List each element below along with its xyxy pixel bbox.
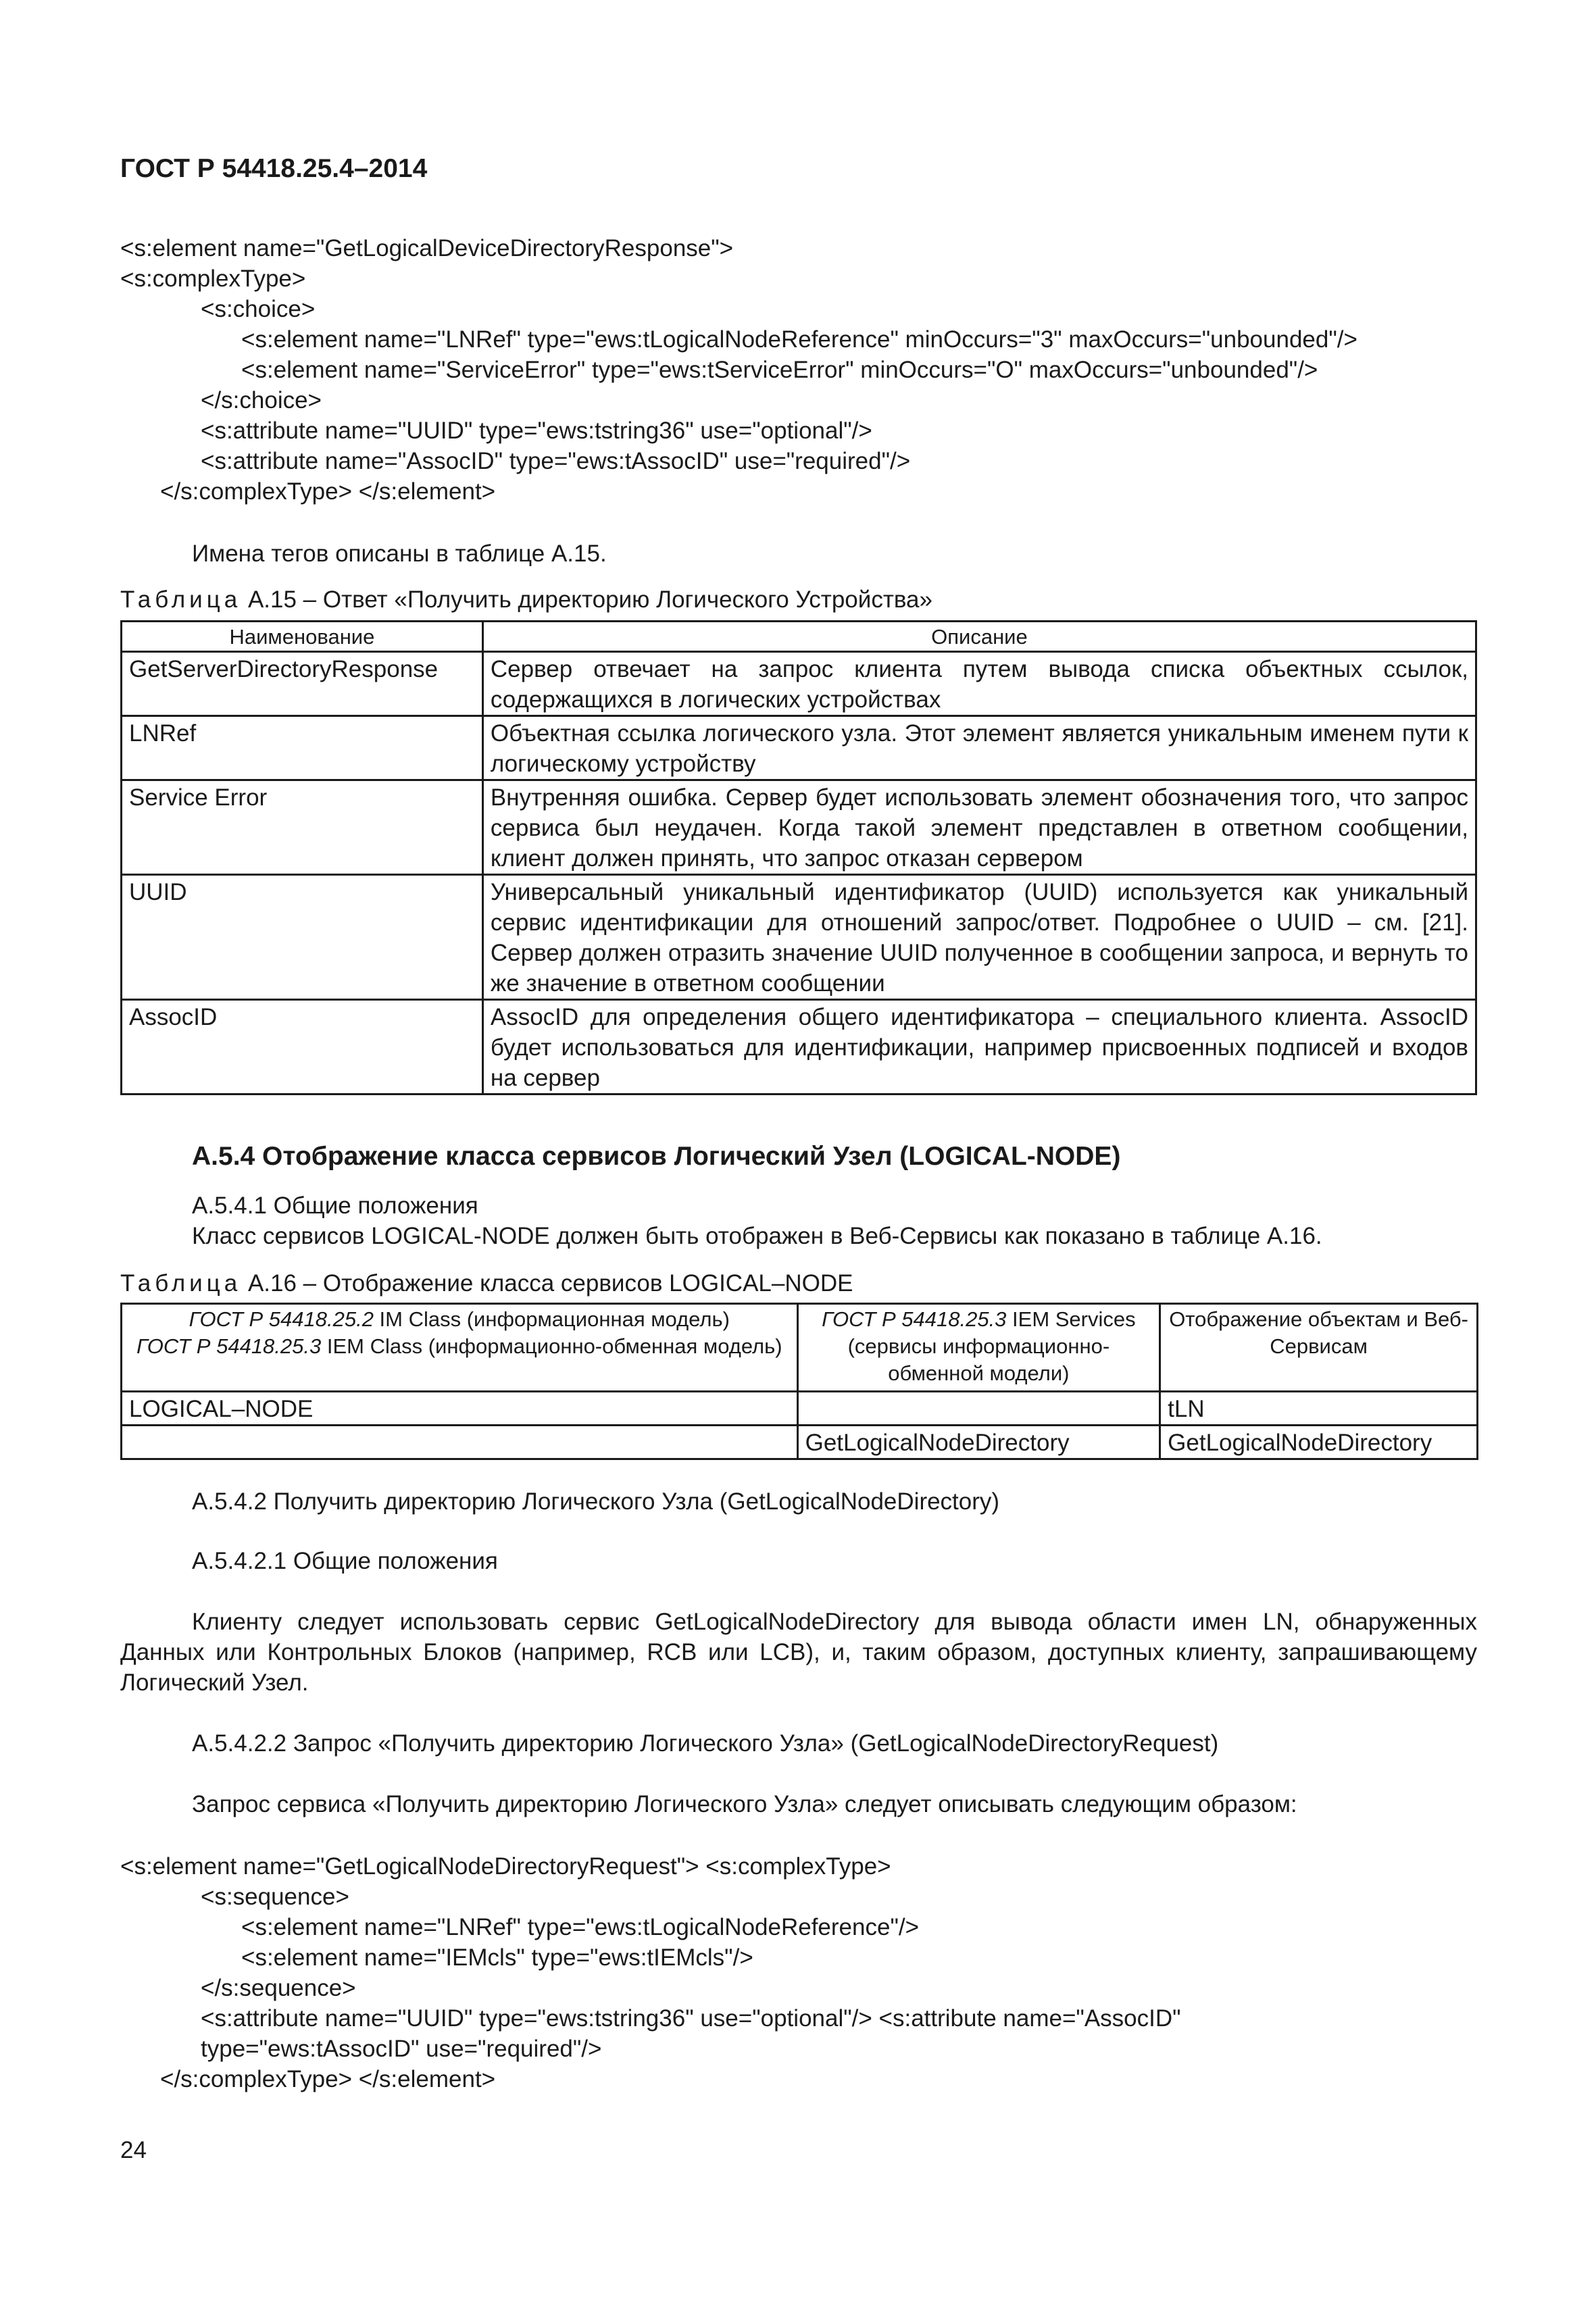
code-line: <s:element name="GetLogicalNodeDirectoryRequest"> <s:complexType> <box>120 1853 891 1880</box>
caption-text: А.16 – Отображение класса сервисов LOGICAL–NODE <box>241 1270 853 1297</box>
caption-prefix: Таблица <box>120 1270 242 1297</box>
document-header: ГОСТ Р 54418.25.4–2014 <box>120 154 428 183</box>
column-header-mapping: Отображение объектам и Веб-Сервисам <box>1160 1304 1478 1392</box>
column-header-im-class <box>122 1304 798 1392</box>
cell-class: LOGICAL–NODE <box>122 1392 798 1426</box>
page-number: 24 <box>120 2137 147 2163</box>
subsection-a541: А.5.4.1 Общие положения <box>192 1192 478 1219</box>
cell-mapping: tLN <box>1160 1392 1478 1426</box>
cell-name: Service Error <box>122 780 483 875</box>
table-header-row <box>122 622 1476 652</box>
cell-name: UUID <box>122 875 483 1000</box>
cell-class <box>122 1426 798 1459</box>
paragraph-tags: Имена тегов описаны в таблице А.15. <box>192 540 607 567</box>
subsection-a5422: А.5.4.2.2 Запрос «Получить директорию Логического Узла» (GetLogicalNodeDirectoryRequest) <box>192 1730 1219 1757</box>
column-header-iem-services <box>797 1304 1160 1392</box>
subsection-a542: А.5.4.2 Получить директорию Логического Узла (GetLogicalNodeDirectory) <box>192 1488 1000 1515</box>
table-row <box>122 780 1476 875</box>
subsection-a5421: А.5.4.2.1 Общие положения <box>192 1548 498 1574</box>
header-text: IM Class (информационная модель) <box>373 1307 730 1331</box>
table-row <box>122 716 1476 780</box>
code-line: </s:complexType> </s:element> <box>160 478 496 505</box>
paragraph-request: Запрос сервиса «Получить директорию Логического Узла» следует описывать следующим образом: <box>192 1791 1297 1817</box>
cell-description: Внутренняя ошибка. Сервер будет использовать элемент обозначения того, что запрос сервиса был неудачен. Когда такой элемент представлен в ответном сообщении, клиент должен принять, что запрос отказан сервером <box>482 780 1476 875</box>
code-line: <s:complexType> <box>120 266 306 292</box>
standard-ref: ГОСТ Р 54418.25.3 <box>822 1307 1007 1331</box>
cell-name: AssocID <box>122 1000 483 1095</box>
table-row <box>122 1000 1476 1095</box>
caption-text: А.15 – Ответ «Получить директорию Логического Устройства» <box>241 586 932 613</box>
code-line: <s:element name="ServiceError" type="ews:tServiceError" minOccurs="O" maxOccurs="unbounded"/> <box>241 357 1318 383</box>
code-line: <s:sequence> <box>201 1884 349 1910</box>
standard-ref: ГОСТ Р 54418.25.3 <box>136 1334 322 1358</box>
code-line: <s:choice> <box>201 296 316 322</box>
cell-description: Сервер отвечает на запрос клиента путем вывода списка объектных ссылок, содержащихся в логических устройствах <box>482 652 1476 716</box>
table-caption-a15 <box>120 584 932 615</box>
cell-description: Универсальный уникальный идентификатор (UUID) используется как уникальный сервис идентификации для отношений запрос/ответ. Подробнее о UUID – см. [21]. Сервер должен отразить значение UUID полученное в сообщении запроса, и вернуть то же значение в ответном сообщении <box>482 875 1476 1000</box>
cell-name: GetServerDirectoryResponse <box>122 652 483 716</box>
cell-service: GetLogicalNodeDirectory <box>797 1426 1160 1459</box>
code-line: </s:choice> <box>201 387 322 413</box>
header-text: IEM Services (сервисы информационно-обменной модели) <box>847 1307 1136 1385</box>
cell-mapping: GetLogicalNodeDirectory <box>1160 1426 1478 1459</box>
table-row <box>122 1426 1478 1459</box>
table-header-row <box>122 1304 1478 1392</box>
caption-prefix: Таблица <box>120 586 242 613</box>
code-line: <s:element name="GetLogicalDeviceDirectoryResponse"> <box>120 235 734 261</box>
column-header-description: Описание <box>482 622 1476 652</box>
code-line: <s:element name="LNRef" type="ews:tLogicalNodeReference" minOccurs="3" maxOccurs="unbounded"/> <box>241 326 1357 353</box>
code-line: <s:element name="LNRef" type="ews:tLogicalNodeReference"/> <box>241 1914 920 1940</box>
standard-ref: ГОСТ Р 54418.25.2 <box>189 1307 374 1331</box>
table-row <box>122 875 1476 1000</box>
code-line: <s:attribute name="AssocID" type="ews:tAssocID" use="required"/> <box>201 448 911 474</box>
cell-description: AssocID для определения общего идентификатора – специального клиента. AssocID будет использоваться для идентификации, например присвоенных подписей и входов на сервер <box>482 1000 1476 1095</box>
table-a15 <box>120 620 1477 1095</box>
code-line: <s:attribute name="UUID" type="ews:tstring36" use="optional"/> <s:attribute name="AssocID" <box>201 2005 1181 2032</box>
paragraph-logical-node: Класс сервисов LOGICAL-NODE должен быть отображен в Веб-Сервисы как показано в таблице А.16. <box>192 1223 1322 1249</box>
table-row <box>122 652 1476 716</box>
code-line: <s:element name="IEMcls" type="ews:tIEMcls"/> <box>241 1944 753 1971</box>
table-row <box>122 1392 1478 1426</box>
header-text: IEM Class (информационно-обменная модель) <box>321 1334 782 1358</box>
cell-service <box>797 1392 1160 1426</box>
cell-description: Объектная ссылка логического узла. Этот элемент является уникальным именем пути к логическому устройству <box>482 716 1476 780</box>
section-heading: А.5.4 Отображение класса сервисов Логический Узел (LOGICAL-NODE) <box>192 1142 1121 1171</box>
code-line: <s:attribute name="UUID" type="ews:tstring36" use="optional"/> <box>201 418 872 444</box>
code-line: </s:sequence> <box>201 1975 356 2001</box>
table-a16 <box>120 1303 1478 1460</box>
table-caption-a16 <box>120 1268 853 1299</box>
paragraph-client: Клиенту следует использовать сервис GetLogicalNodeDirectory для вывода области имен LN, обнаруженных Данных или Контрольных Блоков (например, RCB или LCB), и, таким образом, доступных клиенту, запрашивающему Логический Узел. <box>120 1609 1477 1696</box>
code-line: type="ews:tAssocID" use="required"/> <box>201 2036 602 2062</box>
column-header-name: Наименование <box>122 622 483 652</box>
code-line: </s:complexType> </s:element> <box>160 2066 496 2092</box>
cell-name: LNRef <box>122 716 483 780</box>
